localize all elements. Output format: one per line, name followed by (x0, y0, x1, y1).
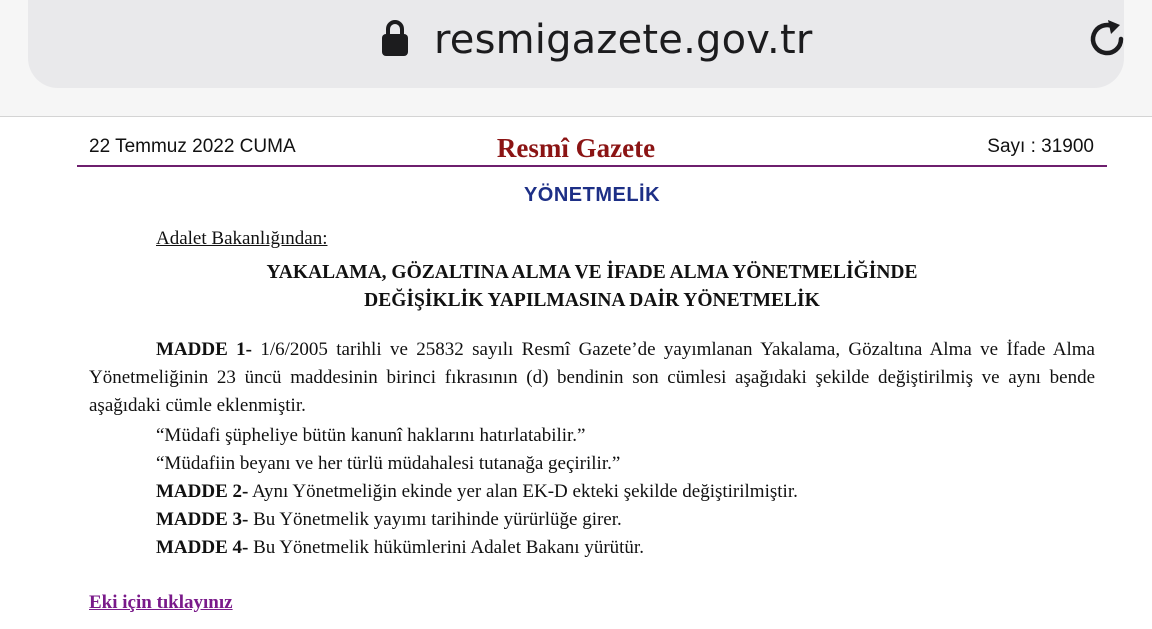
header-divider (77, 165, 1107, 167)
url-text[interactable]: resmigazete.gov.tr (434, 17, 813, 63)
article-2-label: MADDE 2- (156, 481, 249, 502)
regulation-title (0, 259, 1152, 315)
article-1-label: MADDE 1- (156, 339, 252, 360)
lock-icon (380, 18, 410, 58)
issuing-ministry: Adalet Bakanlığından: (156, 228, 328, 249)
article-3-text: Bu Yönetmelik yayımı tarihinde yürürlüğe girer. (248, 509, 622, 530)
article-2-text: Aynı Yönetmeliğin ekinde yer alan EK-D ekteki şekilde değiştirilmiştir. (248, 481, 798, 502)
article-1 (89, 336, 1095, 420)
article-4-label: MADDE 4- (156, 537, 249, 558)
browser-chrome (0, 0, 1152, 117)
article-3-label: MADDE 3- (156, 509, 249, 530)
article-4 (156, 534, 644, 562)
article-2 (156, 478, 798, 506)
reload-icon[interactable] (1084, 16, 1130, 62)
gazette-title: Resmî Gazete (496, 133, 656, 163)
quote-2: “Müdafiin beyanı ve her türlü müdahalesi tutanağa geçirilir.” (156, 453, 621, 474)
regulation-title-line-1: YAKALAMA, GÖZALTINA ALMA VE İFADE ALMA YÖNETMELİĞİNDE (266, 262, 918, 283)
publication-date: 22 Temmuz 2022 CUMA (89, 136, 296, 157)
article-4-text: Bu Yönetmelik hükümlerini Adalet Bakanı yürütür. (248, 537, 644, 558)
section-title: YÖNETMELİK (523, 184, 661, 206)
issue-number: Sayı : 31900 (987, 136, 1094, 157)
annex-link[interactable]: Eki için tıklayınız (89, 592, 233, 613)
article-3 (156, 506, 622, 534)
article-1-text: 1/6/2005 tarihli ve 25832 sayılı Resmî Gazete’de yayımlanan Yakalama, Gözaltına Alma ve İfade Alma Yönetmeliğinin 23 üncü maddesinin birinci fıkrasının (d) bendinin son cümlesi aşağıdaki şekilde değiştirilmiş ve aynı bende aşağıdaki cümle eklenmiştir. (89, 339, 1095, 416)
regulation-title-line-2: DEĞİŞİKLİK YAPILMASINA DAİR YÖNETMELİK (364, 290, 820, 311)
address-bar[interactable] (28, 0, 1124, 88)
quote-1: “Müdafi şüpheliye bütün kanunî haklarını hatırlatabilir.” (156, 425, 586, 446)
